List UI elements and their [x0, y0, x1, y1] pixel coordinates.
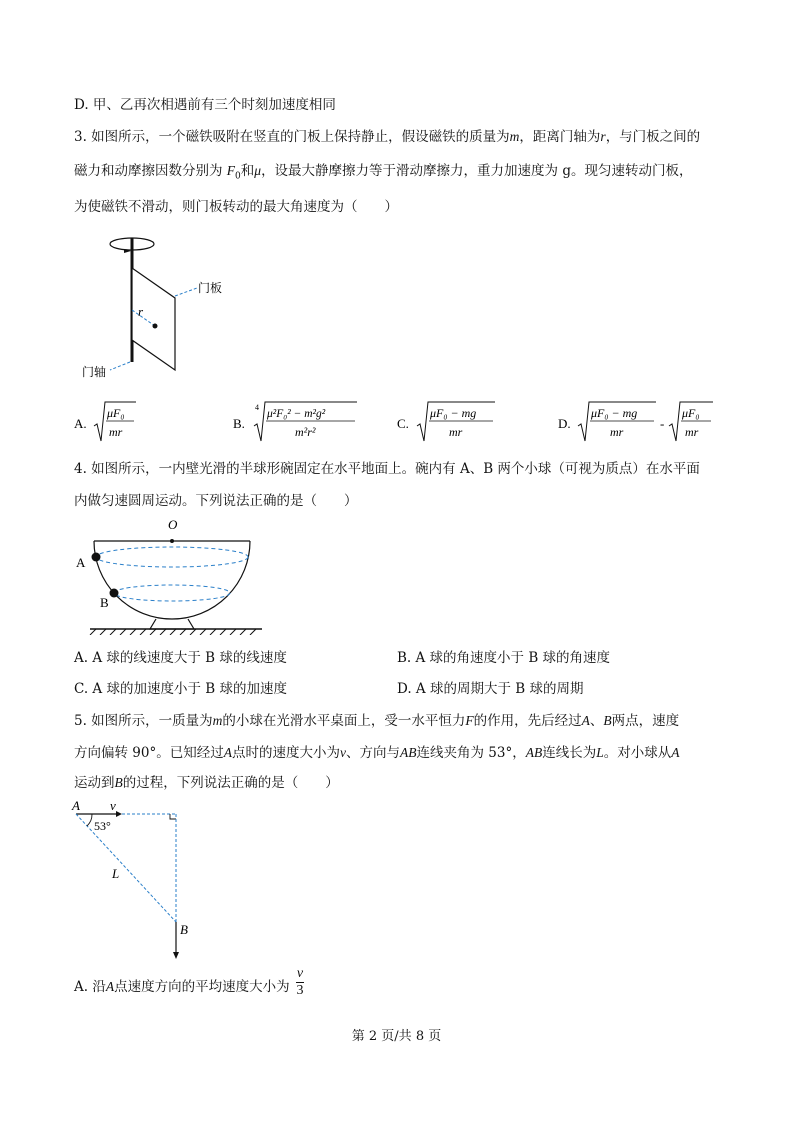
- angle-arc: [87, 814, 92, 826]
- right-angle-mark: [170, 814, 176, 819]
- q5-trajectory-figure: [70, 796, 210, 966]
- ball-B: [110, 589, 119, 598]
- q3-stem-line3: 为使磁铁不滑动，则门板转动的最大角速度为（ ）: [74, 199, 398, 215]
- label-angle: 53°: [94, 819, 111, 833]
- label-B: B: [180, 922, 188, 937]
- r-label: r: [138, 304, 144, 319]
- velocity-arrow-head: [116, 811, 122, 817]
- q5-var-AB: AB: [525, 745, 543, 760]
- q3-text: 3. 如图所示，一个磁铁吸附在竖直的门板上保持静止，假设磁铁的质量为: [74, 129, 510, 145]
- door-leader: [175, 288, 197, 296]
- q5-text: 、方向与: [345, 745, 400, 761]
- q4-option-d: D. A 球的周期大于 B 球的周期: [397, 681, 584, 697]
- q3-var-r: r: [600, 129, 606, 144]
- q4-option-c: C. A 球的加速度小于 B 球的加速度: [74, 681, 287, 697]
- q5-option-a: [74, 966, 304, 1006]
- q3-text: ，距离门轴为: [519, 129, 601, 145]
- door-panel: [132, 268, 175, 370]
- q4-stem-line1: 4. 如图所示，一内壁光滑的半球形碗固定在水平地面上。碗内有 A、B 两个小球（可视为质点）在水平面: [74, 461, 700, 477]
- q5-var-A: A: [671, 745, 680, 760]
- page-footer: 第 2 页/共 8 页: [351, 1029, 442, 1044]
- door-label: 门板: [198, 281, 223, 295]
- q5-var-A: A: [581, 713, 590, 728]
- option-label: C.: [397, 416, 409, 431]
- q3-var-F0: F: [226, 163, 236, 178]
- orbit-A: [96, 547, 248, 567]
- q3-text: ，与门板之间的: [605, 129, 701, 145]
- q5-var-B: B: [114, 775, 123, 790]
- q5-option-a-text: 点速度方向的平均速度大小为: [114, 979, 290, 995]
- q3-option-a: [74, 400, 154, 444]
- option-minus: -: [660, 416, 665, 431]
- label-A: A: [72, 798, 80, 813]
- option-den2: mr: [685, 425, 699, 439]
- q4-option-a: A. A 球的线速度大于 B 球的线速度: [74, 650, 287, 666]
- label-B: B: [100, 595, 109, 610]
- q5-text: 的过程，下列说法正确的是（ ）: [122, 775, 339, 791]
- option-num: μF₀ − mg: [430, 406, 477, 420]
- q5-text: 点时的速度大小为: [231, 745, 340, 761]
- q5-text: 连线长为: [542, 745, 597, 761]
- q3-text: 和: [240, 163, 255, 179]
- option-num: μ²F₀² − m²g²: [267, 408, 326, 420]
- magnet-dot: [153, 324, 158, 329]
- option-den: mr: [449, 425, 463, 439]
- q5-text: 5. 如图所示，一质量为: [74, 713, 213, 729]
- fraction-num: v: [296, 966, 304, 981]
- option-label: D.: [558, 416, 571, 431]
- option-num2: μF₀: [682, 406, 700, 420]
- axis-label: 门轴: [82, 365, 107, 379]
- option-den: mr: [109, 425, 123, 439]
- option-b-formula: [233, 400, 373, 444]
- q2-option-d: D. 甲、乙再次相遇前有三个时刻加速度相同: [74, 97, 336, 113]
- AB-line: [76, 814, 176, 922]
- q5-text: 方向偏转 90°。已知经过: [74, 745, 224, 761]
- option-d-formula: [558, 400, 718, 444]
- bowl-stand: [150, 619, 194, 629]
- q5-var-F: F: [465, 713, 474, 728]
- q3-var-F0-sub: 0: [235, 171, 241, 182]
- option-num: μF₀: [107, 406, 125, 420]
- q3-stem-line2: [74, 162, 693, 186]
- q5-var-v: v: [339, 745, 346, 760]
- q5-text: 两点，速度: [611, 713, 680, 729]
- q4-bowl-figure: [72, 515, 272, 635]
- bowl-outer: [94, 541, 250, 619]
- fraction-den: 3: [296, 983, 304, 998]
- option-label: B.: [233, 416, 245, 431]
- q5-stem-line2: [74, 744, 679, 762]
- q5-var-A: A: [223, 745, 232, 760]
- q4-option-b: B. A 球的角速度小于 B 球的角速度: [397, 650, 611, 666]
- ground-hatch: [90, 629, 256, 635]
- label-L: L: [112, 866, 120, 881]
- final-velocity-arrow-head: [173, 952, 179, 959]
- q5-text: 。对小球从: [603, 745, 672, 761]
- q3-var-m: m: [509, 129, 520, 144]
- q3-text: 磁力和动摩擦因数分别为: [74, 163, 223, 179]
- q5-text: 、: [589, 713, 604, 729]
- q5-option-a-text: A. 沿: [74, 979, 106, 995]
- option-num: μF₀ − mg: [591, 406, 638, 420]
- axis-leader: [110, 362, 130, 370]
- label-A: A: [76, 555, 86, 570]
- q5-var-A: A: [105, 979, 115, 994]
- q3-option-d: [558, 400, 718, 444]
- q5-text: 连线夹角为 53°，: [416, 745, 526, 761]
- orbit-B: [114, 585, 230, 601]
- option-label: A.: [74, 416, 87, 431]
- q3-stem-line1: [74, 128, 700, 146]
- center-O: [170, 539, 174, 543]
- label-O: O: [168, 517, 178, 532]
- q5-var-AB: AB: [399, 745, 417, 760]
- q5-stem-line1: [74, 712, 679, 730]
- fraction: [296, 966, 304, 999]
- option-c-formula: [397, 400, 507, 444]
- label-v: v: [110, 798, 116, 813]
- root-index: 4: [255, 403, 259, 412]
- q5-stem-line3: [74, 774, 339, 792]
- q5-var-m: m: [212, 713, 223, 728]
- ball-A: [92, 553, 101, 562]
- q3-option-b: [233, 400, 373, 444]
- q5-var-L: L: [596, 745, 604, 760]
- q3-var-mu: μ: [254, 163, 262, 178]
- option-a-formula: [74, 400, 154, 444]
- q5-var-B: B: [603, 713, 612, 728]
- q3-door-figure: [80, 230, 240, 380]
- q3-text: ，设最大静摩擦力等于滑动摩擦力，重力加速度为 g。现匀速转动门板，: [261, 163, 693, 179]
- q5-text: 的小球在光滑水平桌面上，受一水平恒力: [222, 713, 466, 729]
- q5-text: 运动到: [74, 775, 115, 791]
- q3-option-c: [397, 400, 507, 444]
- option-den: m²r²: [295, 425, 316, 439]
- option-den: mr: [610, 425, 624, 439]
- q5-text: 的作用，先后经过: [473, 713, 582, 729]
- q4-stem-line2: 内做匀速圆周运动。下列说法正确的是（ ）: [74, 493, 358, 509]
